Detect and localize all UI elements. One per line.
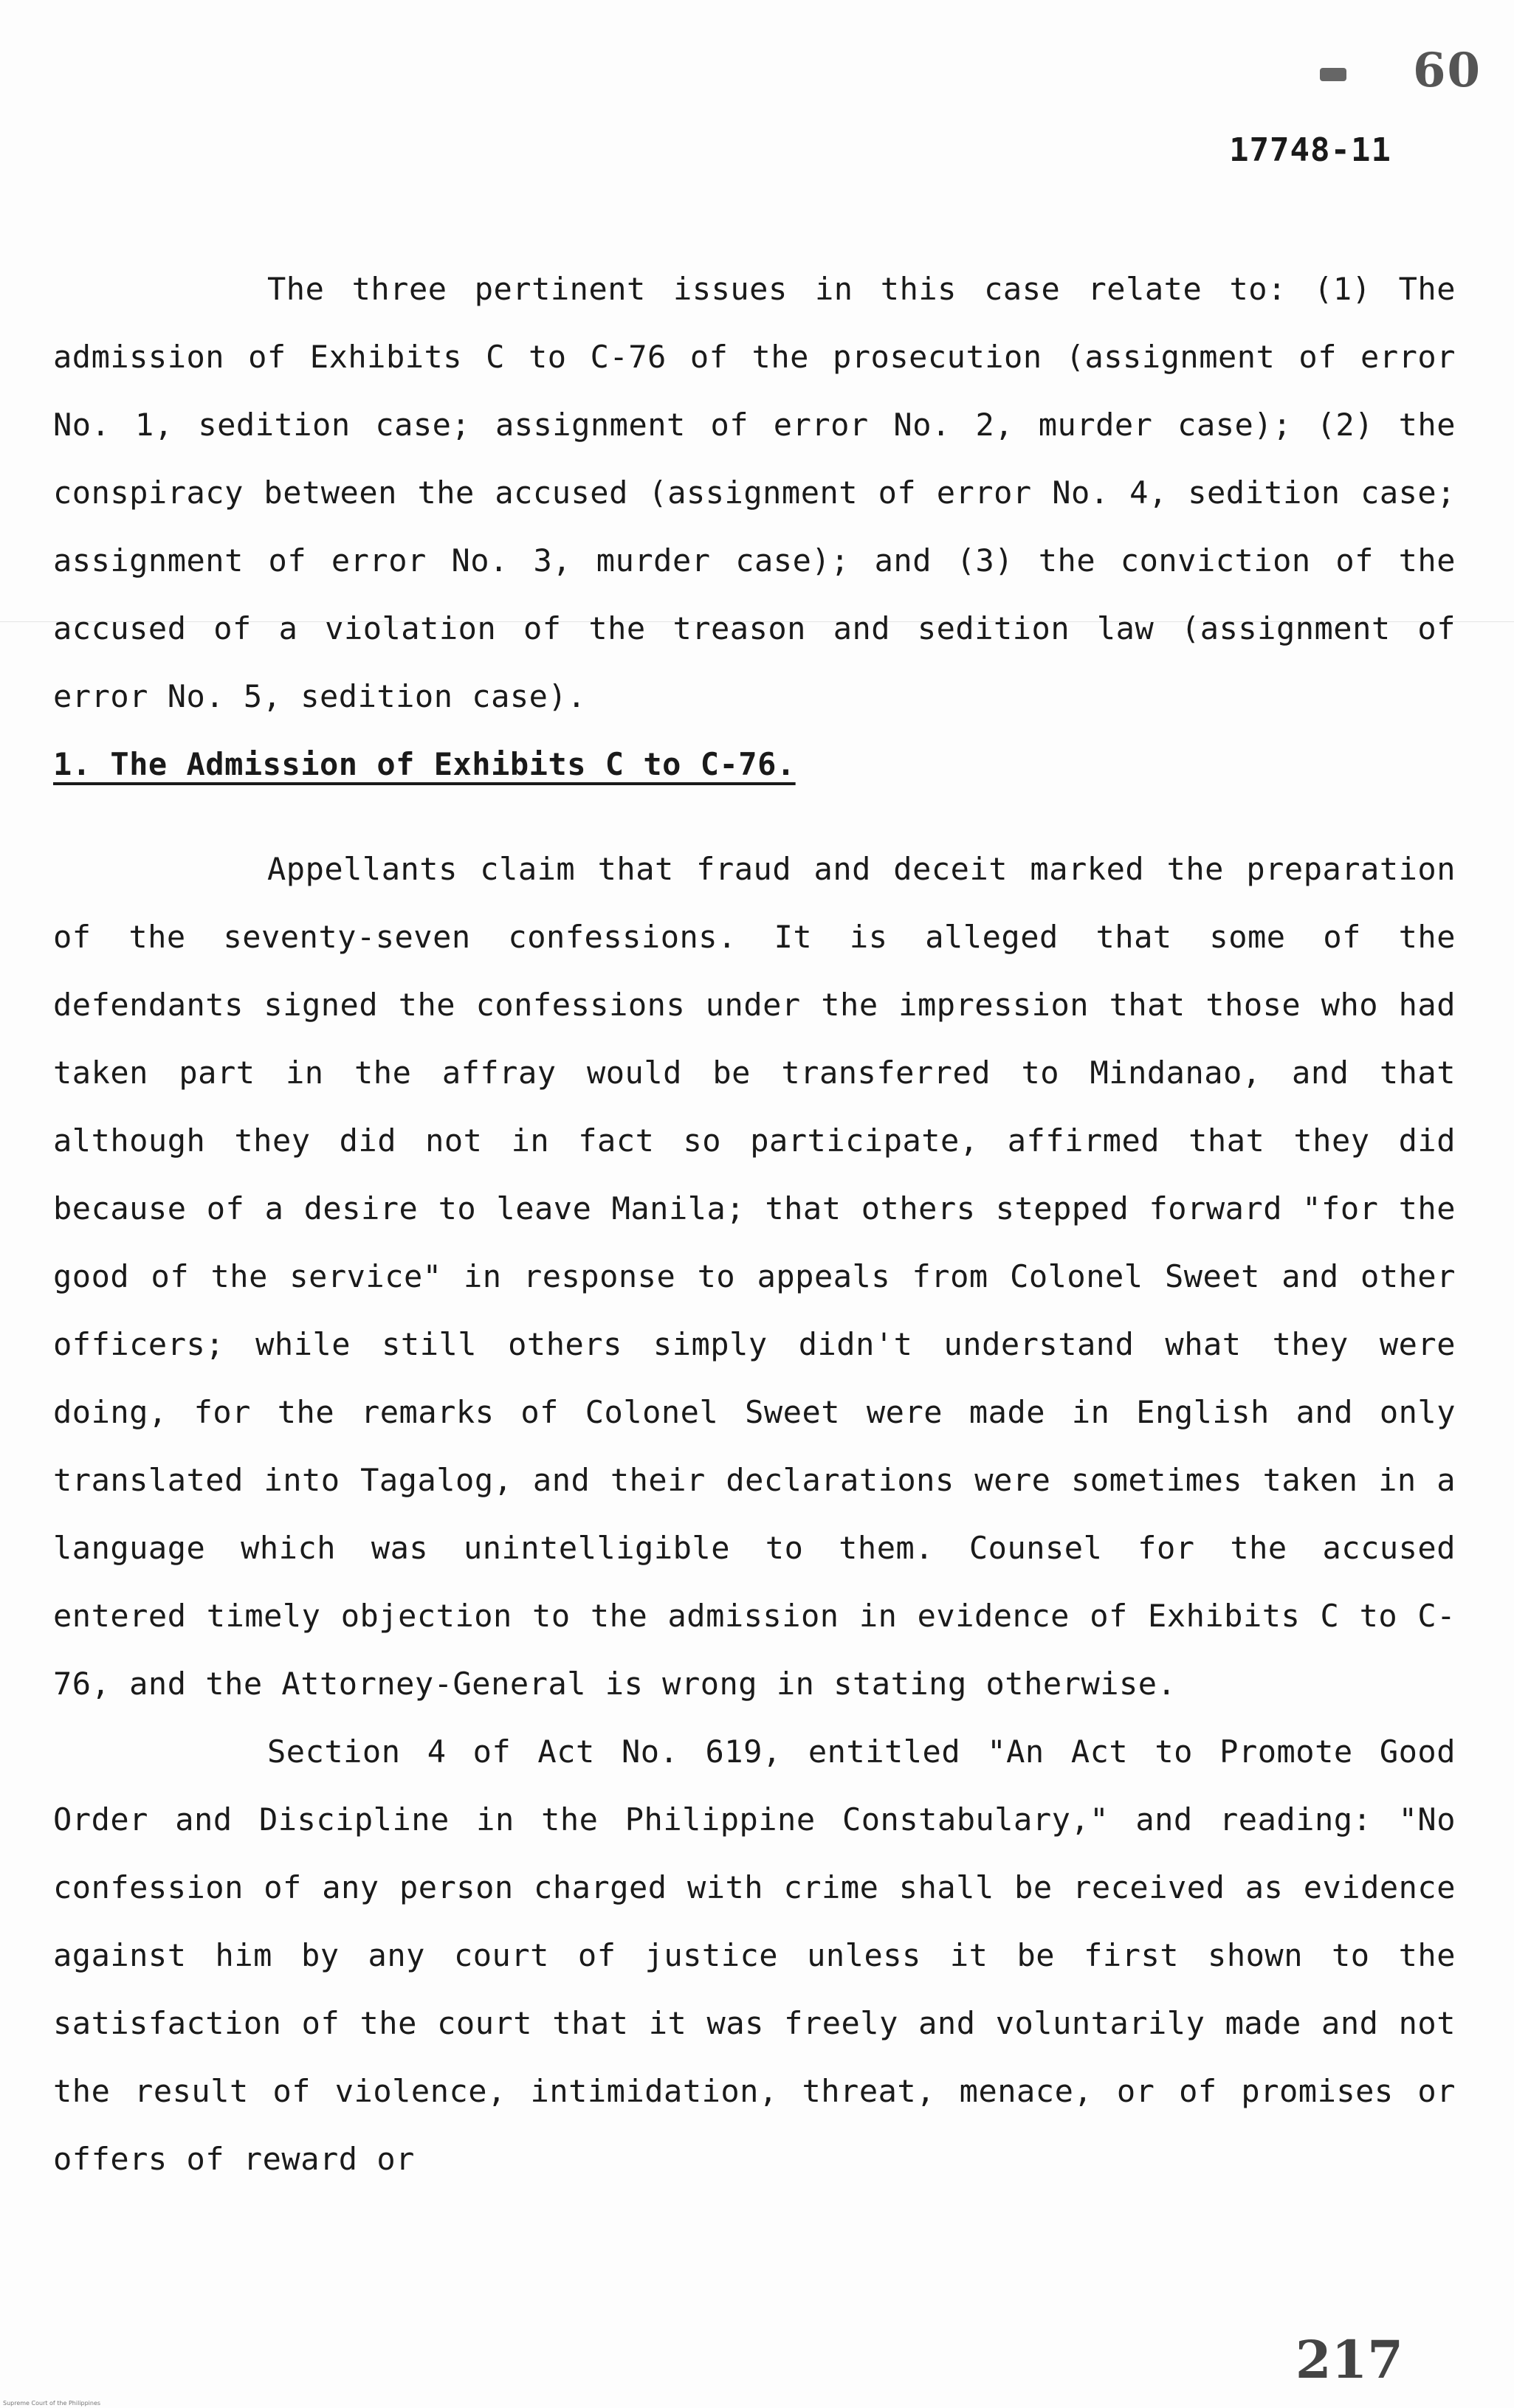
page-mark: 217 [1295,2329,1403,2390]
page-stamp-number: 60 [1412,43,1482,98]
document-number: 17748-11 [1229,131,1391,169]
section-heading: 1. The Admission of Exhibits C to C-76. [53,746,796,782]
appellants-claim-paragraph: Appellants claim that fraud and deceit marked the preparation of the seventy-seven confessions. It is alleged that some of the defendants signed the confessions under the impression that those who had taken part in the affray would be transferred to Mindanao, and that although they did not in fact so participate, affirmed that they did because of a desire to leave Manila; that others stepped forward "for the good of the service" in response to appeals from Colonel Sweet and other officers; while still others simply didn't understand what they were doing, for the remarks of Colonel Sweet were made in English and only translated into Tagalog, and their declarations were sometimes taken in a language which was unintelligible to them. Counsel for the accused entered timely objection to the admission in evidence of Exhibits C to C-76, and the Attorney-General is wrong in stating otherwise. [53,851,1456,1702]
page-stamp [1320,43,1482,98]
ink-smudge-icon [1320,68,1346,81]
scan-note: Supreme Court of the Philippines [3,2400,101,2407]
document-body [53,255,1456,2193]
section-4-paragraph: Section 4 of Act No. 619, entitled "An Act to Promote Good Order and Discipline in the Philippine Constabulary," and reading: "No confession of any person charged with crime shall be received as evidence against him by any court of justice unless it be first shown to the satisfaction of the court that it was freely and voluntarily made and not the result of violence, intimidation, threat, menace, or of promises or offers of reward or [53,1733,1456,2177]
issues-paragraph: The three pertinent issues in this case relate to: (1) The admission of Exhibits C to C-76 of the prosecution (assignment of error No. 1, sedition case; assignment of error No. 2, murder case); (2) the conspiracy between the accused (assignment of error No. 4, sedition case; assignment of error No. 3, murder case); and (3) the conviction of the accused of a violation of the treason and sedition law (assignment of error No. 5, sedition case). [53,271,1456,714]
